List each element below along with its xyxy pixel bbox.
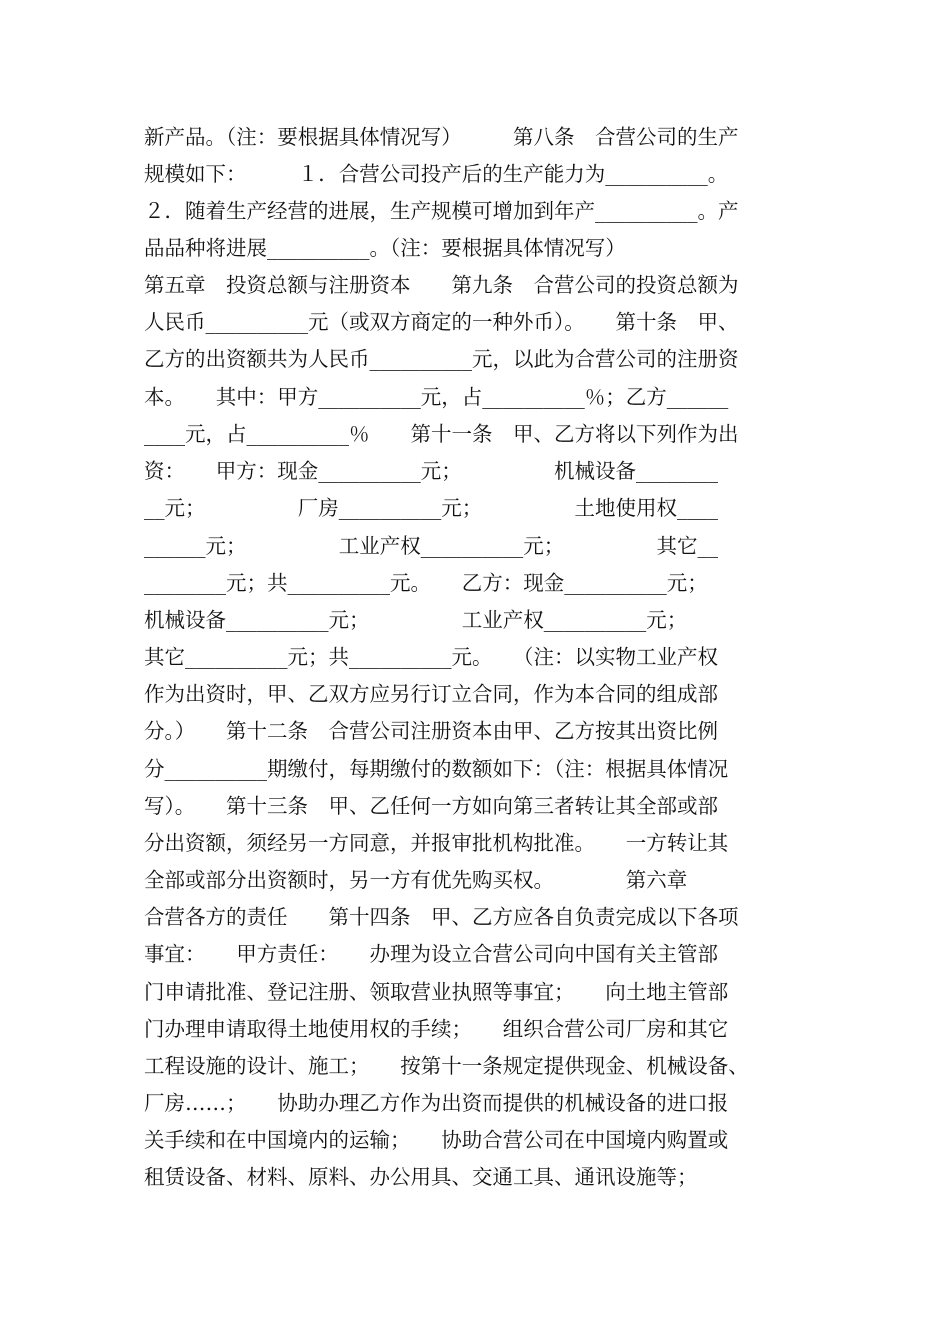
- text-line: 新产品。（注：要根据具体情况写） 第八条 合营公司的生产: [144, 125, 739, 149]
- text-line: 其它__________元；共__________元。 （注：以实物工业产权: [144, 645, 718, 669]
- text-line: 门申请批准、登记注册、领取营业执照等事宜； 向土地主管部: [144, 980, 729, 1004]
- chapter-heading-line: 第五章 投资总额与注册资本 第九条 合营公司的投资总额为: [144, 273, 739, 297]
- text-line: ２．随着生产经营的进展，生产规模可增加到年产__________。产: [144, 199, 739, 223]
- text-line: 工程设施的设计、施工； 按第十一条规定提供现金、机械设备、: [144, 1054, 749, 1078]
- text-line: 规模如下： １．合营公司投产后的生产能力为__________。: [144, 162, 729, 186]
- text-line: 品品种将进展__________。（注：要根据具体情况写）: [144, 236, 626, 260]
- text-line: 机械设备__________元； 工业产权__________元；: [144, 608, 688, 632]
- text-line: 分出资额，须经另一方同意，并报审批机构批准。 一方转让其: [144, 831, 729, 855]
- chapter-heading-line: 全部或部分出资额时，另一方有优先购买权。 第六章: [144, 868, 688, 892]
- text-line: 作为出资时，甲、乙双方应另行订立合同，作为本合同的组成部: [144, 682, 718, 706]
- text-line: 合营各方的责任 第十四条 甲、乙方应各自负责完成以下各项: [144, 905, 739, 929]
- text-line: 租赁设备、材料、原料、办公用具、交通工具、通讯设施等；: [144, 1165, 698, 1189]
- text-line: 资： 甲方：现金__________元； 机械设备________: [144, 459, 718, 483]
- text-line: 厂房……； 协助办理乙方作为出资而提供的机械设备的进口报: [144, 1091, 729, 1115]
- text-line: ________元；共__________元。 乙方：现金__________元；: [144, 571, 708, 595]
- text-line: 门办理申请取得土地使用权的手续； 组织合营公司厂房和其它: [144, 1017, 729, 1041]
- text-line: 事宜： 甲方责任： 办理为设立合营公司向中国有关主管部: [144, 942, 718, 966]
- text-line: 乙方的出资额共为人民币__________元，以此为合营公司的注册资: [144, 347, 739, 371]
- text-line: 分。） 第十二条 合营公司注册资本由甲、乙方按其出资比例: [144, 719, 718, 743]
- text-line: 写）。 第十三条 甲、乙任何一方如向第三者转让其全部或部: [144, 794, 718, 818]
- text-line: 人民币__________元（或双方商定的一种外币）。 第十条 甲、: [144, 310, 739, 334]
- text-line: __元； 厂房__________元； 土地使用权____: [144, 496, 718, 520]
- text-line: ____元，占__________％ 第十一条 甲、乙方将以下列作为出: [144, 422, 739, 446]
- text-line: 分__________期缴付，每期缴付的数额如下：（注：根据具体情况: [144, 757, 729, 781]
- text-line: 关手续和在中国境内的运输； 协助合营公司在中国境内购置或: [144, 1128, 729, 1152]
- text-line: ______元； 工业产权__________元； 其它__: [144, 534, 718, 558]
- text-line: 本。 其中：甲方__________元，占__________％；乙方______: [144, 385, 729, 409]
